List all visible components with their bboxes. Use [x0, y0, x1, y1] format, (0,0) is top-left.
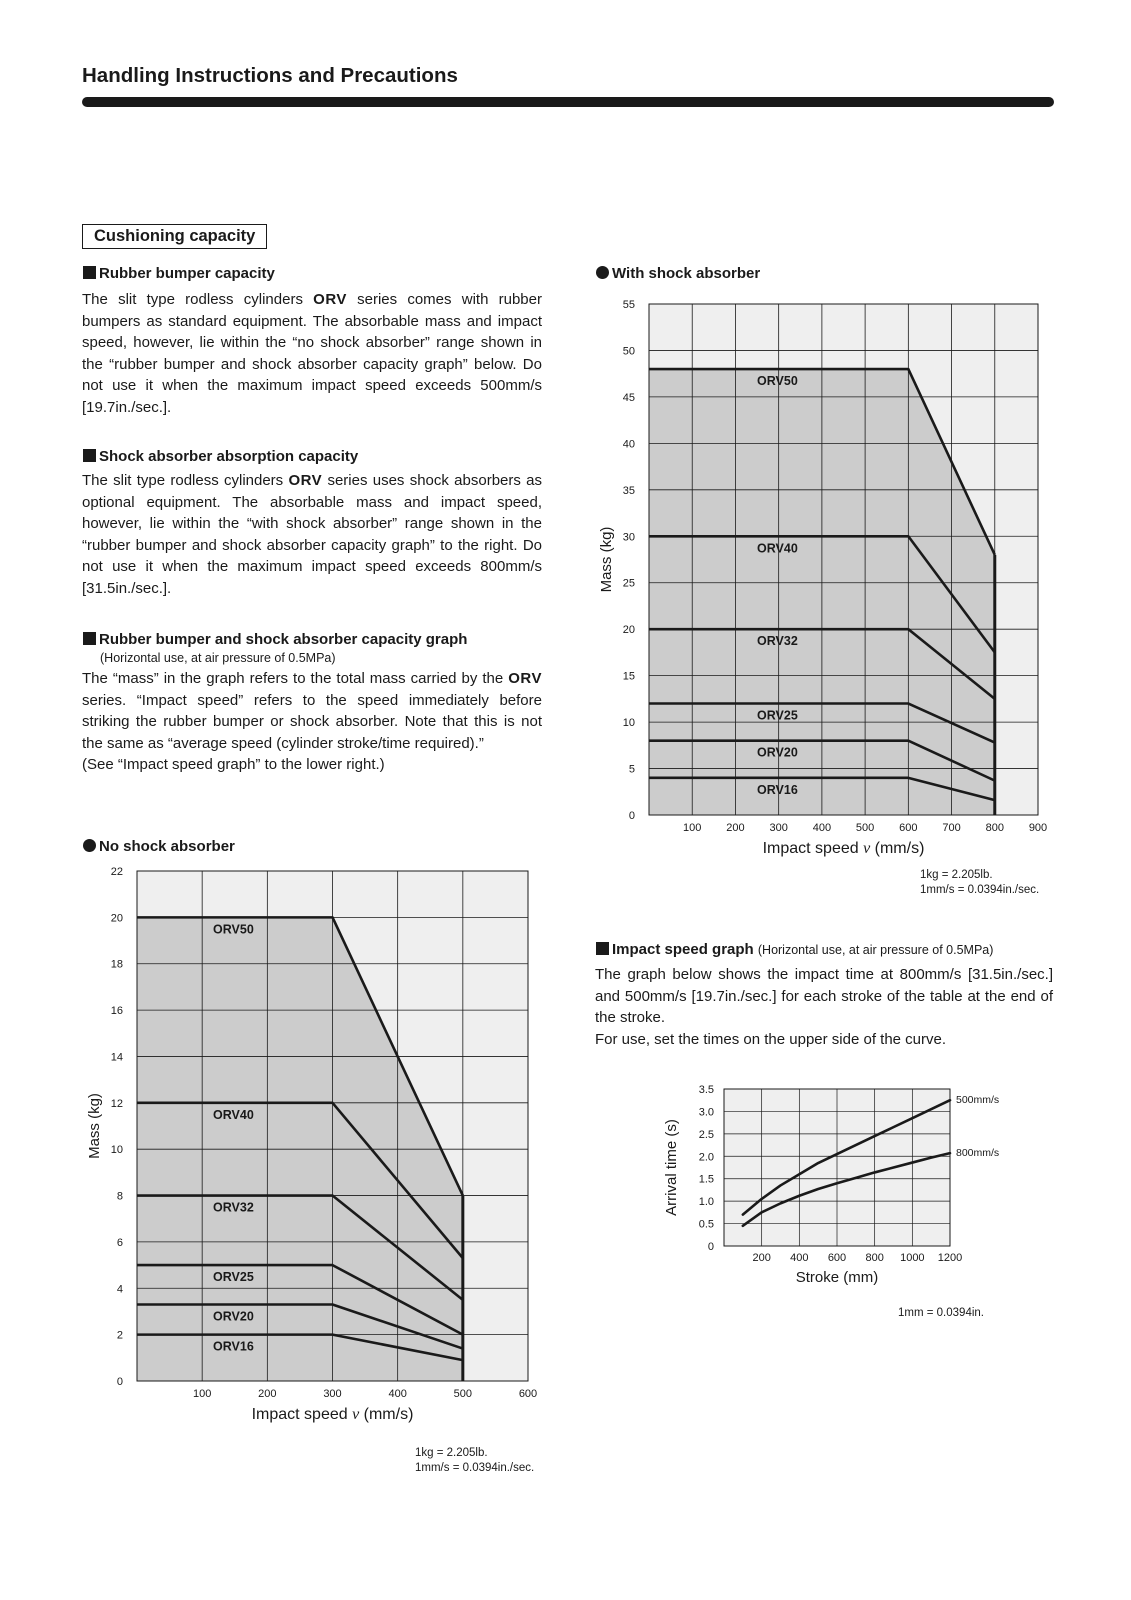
- no-shock-y-tick-label: 8: [116, 1190, 123, 1203]
- no-shock-y-tick-label: 0: [116, 1376, 123, 1388]
- impact-speed-text-1: The graph below shows the impact time at 800mm/s [31.5in./sec.] and 500mm/s [19.7in./sec.] for each stroke of the table at the end of the stroke.: [595, 966, 1053, 1026]
- with-shock-y-tick-label: 55: [622, 299, 635, 311]
- with-shock-y-tick-label: 50: [622, 345, 635, 358]
- impact-y-tick-label: 3.5: [698, 1084, 714, 1096]
- with-shock-y-tick-label: 15: [622, 670, 635, 683]
- capacity-graph-text-2: series. “Impact speed” refers to the speed immediately before striking the rubber bumper or shock absorber. Note that this is not the same as “average speed (cylinder stroke/time required).”: [82, 691, 542, 752]
- impact-series-label: 800mm/s: [956, 1147, 1000, 1160]
- rubber-bumper-text-2: series comes with rubber bumpers as standard equipment. The absorbable mass and impact speed, however, lie within the “no shock absorber” range shown in the “rubber bumper and shock absorber capacity graph” below. Do not use it when the maximum impact speed exceeds 500mm/s [19.7in./sec.].: [82, 291, 542, 416]
- with-shock-y-tick-label: 40: [622, 438, 635, 451]
- with-shock-footnote: [920, 868, 1039, 898]
- no-shock-x-tick-label: 500: [453, 1388, 473, 1400]
- with-shock-x-tick-label: 800: [985, 822, 1004, 834]
- footnote-line: 1kg = 2.205lb.: [920, 869, 993, 881]
- no-shock-x-axis-label: Impact speed v (mm/s): [251, 1406, 414, 1423]
- page-title: Handling Instructions and Precautions: [82, 64, 458, 87]
- no-shock-series-label: ORV32: [213, 1200, 254, 1215]
- no-shock-y-tick-label: 2: [116, 1329, 123, 1342]
- no-shock-y-tick-label: 4: [116, 1283, 123, 1296]
- impact-speed-paragraph: [595, 964, 1053, 1050]
- no-shock-y-tick-label: 20: [110, 912, 123, 925]
- impact-y-tick-label: 1.0: [698, 1196, 714, 1209]
- square-bullet-icon: [596, 942, 609, 955]
- impact-y-tick-label: 0: [707, 1241, 714, 1253]
- impact-y-tick-label: 2.5: [698, 1128, 714, 1141]
- with-shock-y-tick-label: 35: [622, 484, 635, 497]
- impact-x-tick-label: 800: [865, 1252, 884, 1264]
- no-shock-series-label: ORV25: [213, 1270, 254, 1285]
- no-shock-y-tick-label: 14: [110, 1051, 123, 1064]
- capacity-graph-condition: (Horizontal use, at air pressure of 0.5MPa): [100, 651, 336, 665]
- with-shock-x-axis-label: Impact speed v (mm/s): [762, 840, 925, 857]
- impact-y-tick-label: 0.5: [698, 1218, 714, 1231]
- impact-x-tick-label: 600: [827, 1252, 847, 1264]
- capacity-graph-heading-text: Rubber bumper and shock absorber capacity graph: [99, 631, 468, 648]
- with-shock-y-tick-label: 5: [628, 763, 635, 776]
- with-shock-series-label: ORV32: [757, 634, 798, 649]
- shock-absorber-series: ORV: [288, 472, 323, 489]
- no-shock-y-tick-label: 6: [116, 1236, 123, 1249]
- rubber-bumper-text-1: The slit type rodless cylinders: [82, 291, 314, 308]
- no-shock-x-tick-label: 600: [518, 1388, 538, 1400]
- with-shock-x-tick-label: 700: [942, 822, 961, 834]
- no-shock-series-label: ORV16: [213, 1339, 254, 1354]
- no-shock-series-label: ORV40: [213, 1107, 254, 1122]
- with-shock-series-label: ORV40: [757, 541, 798, 556]
- with-shock-title-text: With shock absorber: [612, 265, 761, 282]
- with-shock-y-tick-label: 10: [622, 717, 635, 730]
- with-shock-y-tick-label: 0: [628, 810, 635, 822]
- no-shock-y-tick-label: 10: [110, 1144, 123, 1157]
- no-shock-x-tick-label: 100: [192, 1388, 212, 1400]
- footnote-line: 1kg = 2.205lb.: [415, 1447, 488, 1459]
- no-shock-series-label: ORV50: [213, 922, 254, 937]
- capacity-graph-series: ORV: [508, 670, 542, 687]
- impact-x-axis-label: Stroke (mm): [795, 1269, 879, 1286]
- no-shock-x-tick-label: 300: [323, 1388, 342, 1400]
- no-shock-series-label: ORV20: [213, 1309, 254, 1324]
- impact-y-tick-label: 3.0: [698, 1106, 714, 1119]
- with-shock-series-label: ORV20: [757, 745, 798, 760]
- with-shock-series-label: ORV50: [757, 374, 798, 389]
- with-shock-y-tick-label: 20: [622, 624, 635, 637]
- with-shock-x-tick-label: 300: [769, 822, 788, 834]
- footnote-line: 1mm/s = 0.0394in./sec.: [920, 884, 1040, 896]
- with-shock-y-tick-label: 25: [622, 577, 635, 590]
- no-shock-x-tick-label: 400: [388, 1388, 407, 1400]
- with-shock-y-axis-label: Mass (kg): [598, 526, 615, 593]
- impact-x-tick-label: 400: [790, 1252, 809, 1264]
- no-shock-y-tick-label: 12: [110, 1097, 123, 1110]
- no-shock-y-tick-label: 22: [110, 866, 123, 878]
- no-shock-title-text: No shock absorber: [99, 838, 235, 855]
- impact-x-tick-label: 1000: [900, 1252, 925, 1264]
- with-shock-y-tick-label: 30: [622, 531, 635, 544]
- impact-x-tick-label: 200: [752, 1252, 771, 1264]
- impact-y-tick-label: 1.5: [698, 1173, 714, 1186]
- shock-absorber-heading-text: Shock absorber absorption capacity: [99, 448, 359, 465]
- rubber-bumper-heading-text: Rubber bumper capacity: [99, 265, 275, 282]
- no-shock-y-tick-label: 16: [110, 1005, 123, 1018]
- with-shock-x-tick-label: 500: [855, 822, 875, 834]
- with-shock-x-tick-label: 900: [1028, 822, 1048, 834]
- with-shock-y-tick-label: 45: [622, 391, 635, 404]
- with-shock-series-label: ORV16: [757, 782, 798, 797]
- no-shock-y-tick-label: 18: [110, 958, 123, 971]
- section-heading: Cushioning capacity: [82, 224, 267, 249]
- with-shock-x-tick-label: 200: [726, 822, 745, 834]
- with-shock-x-tick-label: 400: [812, 822, 832, 834]
- with-shock-x-tick-label: 100: [683, 822, 702, 834]
- shock-absorber-text-2: series uses shock absorbers as optional equipment. The absorbable mass and impact speed, however, lie within the “with shock absorber” range shown in the “rubber bumper and shock absorber capacity graph” to the right. Do not use it when the maximum impact speed exceeds 800mm/s [31.5in./sec.].: [82, 472, 542, 597]
- impact-speed-condition: (Horizontal use, at air pressure of 0.5MPa): [757, 943, 994, 957]
- with-shock-x-tick-label: 600: [899, 822, 918, 834]
- impact-x-tick-label: 1200: [937, 1252, 963, 1264]
- no-shock-y-axis-label: Mass (kg): [86, 1093, 103, 1159]
- capacity-graph-text-1: The “mass” in the graph refers to the total mass carried by the: [82, 670, 509, 687]
- impact-speed-footnote: 1mm = 0.0394in.: [898, 1307, 984, 1319]
- impact-speed-heading-text: Impact speed graph: [612, 941, 754, 958]
- impact-series-label: 500mm/s: [956, 1094, 1000, 1107]
- capacity-graph-text-3: (See “Impact speed graph” to the lower right.): [82, 756, 385, 773]
- impact-speed-heading: [596, 941, 993, 958]
- no-shock-footnote: [415, 1446, 534, 1476]
- impact-y-tick-label: 2.0: [698, 1151, 714, 1164]
- impact-y-axis-label: Arrival time (s): [663, 1119, 680, 1216]
- footnote-line: 1mm/s = 0.0394in./sec.: [415, 1462, 535, 1474]
- with-shock-series-label: ORV25: [757, 708, 798, 723]
- impact-speed-text-2: For use, set the times on the upper side of the curve.: [595, 1030, 947, 1048]
- shock-absorber-text-1: The slit type rodless cylinders: [82, 472, 289, 489]
- no-shock-x-tick-label: 200: [258, 1388, 277, 1400]
- rubber-bumper-series: ORV: [313, 291, 347, 308]
